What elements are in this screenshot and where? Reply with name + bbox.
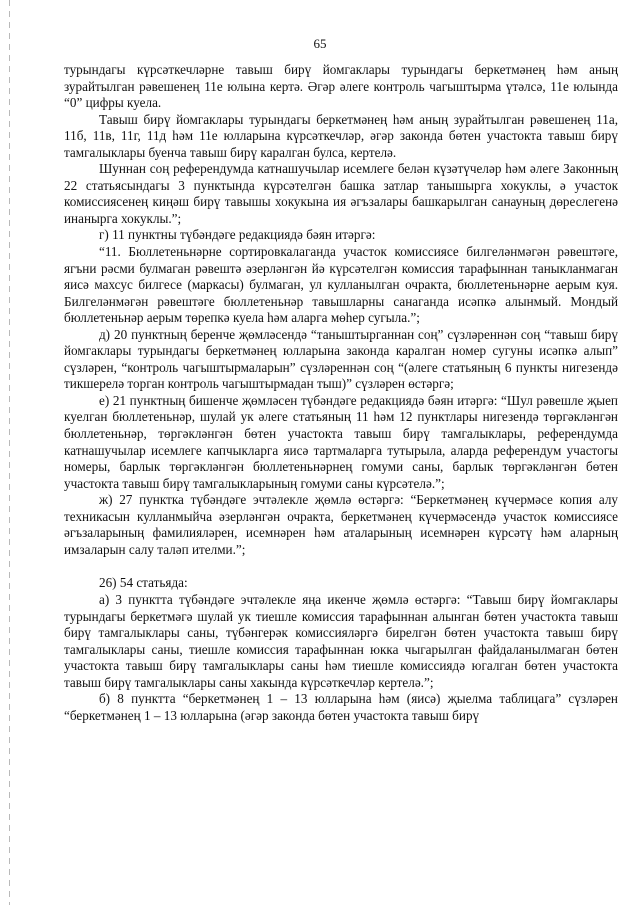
paragraph-article-54: 26) 54 статьяда: [98,575,188,591]
paragraph-item-zh: ж) 27 пунктка түбәндәге эчтәлекле җөмлә өстәргә: “Беркетмәнең күчермәсе копия алу техникасын кулланмыйча әзерләнгән очракта, беркетмәнең күчермәсендә участок комиссиясе әгъзаларының фамилияләрен, исемнәрен һәм аталарының исемнәрен күрсәтү һәм аларның имзаларын салу таләп ителми.”; [64,492,618,557]
paragraph-item-a: а) 3 пунктта түбәндәге эчтәлекле яңа икенче җөмлә өстәргә: “Тавыш бирү йомгаклары турындагы беркетмәгә шулай ук тиешле комиссия тарафыннан алынган бөтен участокта тавыш бирү тамгалыклары саны, түбәнгерәк комиссияләргә бирелгән бөтен участокта тавыш бирү тамгалыклары саны, тиешле комиссия тарафыннан юкка чыгарылган файдаланылмаган бөтен участокта тавыш бирү тамгалыклары саны һәм тиешле комиссиядә югалган бөтен участокта тавыш бирү тамгалыклары саны хакында күрсәткечләр кертелә.”; [64,591,618,690]
paragraph-gap [64,558,618,575]
paragraph-item-g: г) 11 пунктны түбәндәге редакциядә бәян итәргә: [98,227,376,243]
paragraph-continuation: турындагы күрсәткечләрне тавыш бирү йомгаклары турындагы беркетмәнең һәм аның зурайтылган рәвешенең 11е юлына кертә. Әгәр әлеге контроль чагыштырма үтәлсә, 11е юлында “0” цифры куела. [64,62,618,111]
paragraph: Шуннан соң референдумда катнашучылар исемлеге белән күзәтүчеләр һәм әлеге Законның 22 статьясындагы 3 пунктында күрсәтелгән башка затлар танышырга хокуклы, ә участок комиссиясенең киңәш бирү тавышы хокукына ия әгъзалары башкарылган санауның дөреслегенә инанырга хокуклы.”; [64,161,618,226]
document-body [64,62,618,724]
paragraph-item-b: б) 8 пунктта “беркетмәнең 1 – 13 юлларына һәм (яисә) җыелма таблицага” сүзләрен “беркетмәнең 1 – 13 юлларына (әгәр законда бөтен участокта тавыш бирү [64,691,618,723]
paragraph-quote-11: “11. Бюллетеньнәрне сортировкалаганда участок комиссиясе билгеләнмәгән рәвештәге, ягъни рәсми булмаган рәвештә әзерләнгән йә күрсәтелгән комиссия тарафыннан таныкланмаган яисә махсус билгесе (маркасы) булмаган, ул кулланылган очракта, бюллетеньнәрне аерым куя. Билгеләнмәгән рәвештәге бюллетеньнәр тавышларны санаганда исәпкә алынмый. Мондый бюллетеньнәр аерым төрепкә куела һәм аларга мөһер сугыла.”; [64,244,618,326]
page-edge-dotted-line [9,0,10,905]
page-number: 65 [313,36,327,51]
paragraph-item-e: е) 21 пунктның бишенче җөмләсен түбәндәге редакциядә бәян итәргә: “Шул рәвешле җыеп куелган бюллетеньнәр, шулай ук әлеге статьяның 11 һәм 12 пунктлары нигезендә төргәкләнгән бюллетеньнәр, төргәкләнгән бөтен участокта тавыш бирү тамгалыклары, референдумда катнашучылар исемлеге капчыкларга яисә тартмаларга тутырыла, аларда референдум участогы номеры, барлык төргәкләнгән бюллетеньнәрнең гомуми саны, барлык төргәкләнгән бөтен участокта тавыш бирү тамгалыкларының гомуми саны күрсәтелә.”; [64,392,618,491]
paragraph: Тавыш бирү йомгаклары турындагы беркетмәнең һәм аның зурайтылган рәвешенең 11а, 11б, 11в, 11г, 11д һәм 11е юлларына күрсәткечләр, әгәр законда бөтен участокта тавыш бирү тамгалыклары буенча тавыш бирү каралган булса, кертелә. [64,111,618,160]
paragraph-item-d: д) 20 пунктның беренче җөмләсендә “таныштырганнан соң” сүзләреннән соң “тавыш бирү йомгаклары турындагы беркетмәнең юлларына законда каралган номер сугуны исәпкә алып” сүзләрен, “контроль чагыштырмаларын” сүзләреннән соң “(әлеге статьяның 6 пункты нигезендә тикшерелә торган контроль чагыштырмадан тыш)” сүзләрен өстәргә; [64,326,618,392]
